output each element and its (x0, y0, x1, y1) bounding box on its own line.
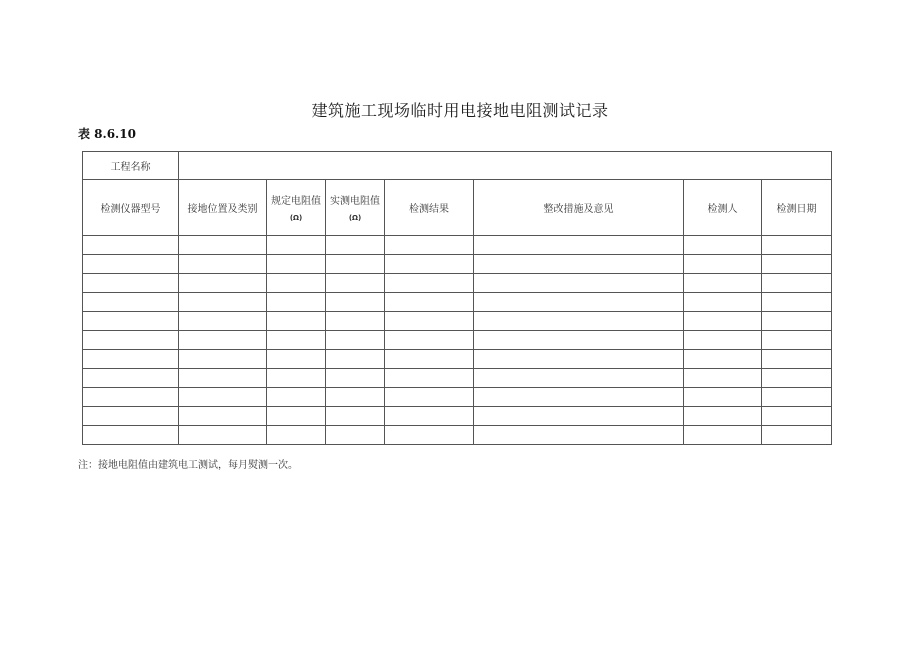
project-name-value[interactable] (179, 152, 832, 180)
cell-location[interactable] (179, 426, 267, 445)
table-row (83, 350, 832, 369)
cell-instrument[interactable] (83, 350, 179, 369)
footnote: 注：接地电阻值由建筑电工测试，每月熨测一次。 (78, 460, 298, 471)
cell-specified[interactable] (267, 369, 326, 388)
header-inspector: 检测人 (684, 180, 762, 236)
table-row (83, 407, 832, 426)
cell-inspector[interactable] (684, 293, 762, 312)
header-measured-resistance (326, 180, 385, 236)
cell-location[interactable] (179, 236, 267, 255)
cell-result[interactable] (385, 350, 474, 369)
cell-rectification[interactable] (474, 388, 684, 407)
cell-location[interactable] (179, 331, 267, 350)
cell-instrument[interactable] (83, 369, 179, 388)
cell-measured[interactable] (326, 350, 385, 369)
table-row (83, 388, 832, 407)
cell-location[interactable] (179, 293, 267, 312)
table-row (83, 293, 832, 312)
header-specified-label: 规定电阻值 (271, 195, 321, 207)
cell-result[interactable] (385, 274, 474, 293)
table-row (83, 236, 832, 255)
cell-specified[interactable] (267, 388, 326, 407)
cell-specified[interactable] (267, 255, 326, 274)
cell-result[interactable] (385, 255, 474, 274)
cell-specified[interactable] (267, 426, 326, 445)
cell-measured[interactable] (326, 369, 385, 388)
cell-instrument[interactable] (83, 331, 179, 350)
cell-specified[interactable] (267, 293, 326, 312)
cell-specified[interactable] (267, 331, 326, 350)
header-measured-label: 实测电阻值 (330, 195, 380, 207)
cell-rectification[interactable] (474, 293, 684, 312)
cell-date[interactable] (762, 255, 832, 274)
cell-location[interactable] (179, 388, 267, 407)
cell-rectification[interactable] (474, 350, 684, 369)
cell-date[interactable] (762, 236, 832, 255)
project-row (83, 152, 832, 180)
cell-measured[interactable] (326, 426, 385, 445)
table-row (83, 255, 832, 274)
cell-specified[interactable] (267, 312, 326, 331)
header-measured-unit: (Ω) (348, 213, 362, 222)
cell-inspector[interactable] (684, 236, 762, 255)
cell-instrument[interactable] (83, 426, 179, 445)
cell-date[interactable] (762, 312, 832, 331)
cell-rectification[interactable] (474, 236, 684, 255)
cell-inspector[interactable] (684, 255, 762, 274)
table-number: 表 8.6.10 (78, 127, 136, 141)
table-row (83, 312, 832, 331)
cell-specified[interactable] (267, 236, 326, 255)
cell-measured[interactable] (326, 236, 385, 255)
cell-result[interactable] (385, 426, 474, 445)
cell-inspector[interactable] (684, 388, 762, 407)
cell-inspector[interactable] (684, 274, 762, 293)
cell-result[interactable] (385, 312, 474, 331)
cell-result[interactable] (385, 369, 474, 388)
cell-specified[interactable] (267, 407, 326, 426)
cell-inspector[interactable] (684, 369, 762, 388)
cell-rectification[interactable] (474, 407, 684, 426)
cell-measured[interactable] (326, 312, 385, 331)
cell-specified[interactable] (267, 274, 326, 293)
cell-location[interactable] (179, 350, 267, 369)
cell-result[interactable] (385, 293, 474, 312)
cell-date[interactable] (762, 388, 832, 407)
cell-rectification[interactable] (474, 369, 684, 388)
cell-measured[interactable] (326, 388, 385, 407)
cell-date[interactable] (762, 331, 832, 350)
cell-date[interactable] (762, 350, 832, 369)
header-specified-unit: (Ω) (289, 213, 303, 222)
header-instrument: 检测仪器型号 (83, 180, 179, 236)
cell-result[interactable] (385, 407, 474, 426)
cell-result[interactable] (385, 331, 474, 350)
cell-specified[interactable] (267, 350, 326, 369)
cell-inspector[interactable] (684, 350, 762, 369)
cell-instrument[interactable] (83, 274, 179, 293)
cell-date[interactable] (762, 293, 832, 312)
header-rectification: 整改措施及意见 (474, 180, 684, 236)
header-specified-resistance (267, 180, 326, 236)
cell-date[interactable] (762, 407, 832, 426)
cell-inspector[interactable] (684, 426, 762, 445)
cell-measured[interactable] (326, 331, 385, 350)
cell-instrument[interactable] (83, 388, 179, 407)
cell-inspector[interactable] (684, 407, 762, 426)
table-row (83, 331, 832, 350)
cell-measured[interactable] (326, 274, 385, 293)
table-row (83, 426, 832, 445)
document-title: 建筑施工现场临时用电接地电阻测试记录 (311, 101, 609, 120)
table-row (83, 369, 832, 388)
cell-location[interactable] (179, 369, 267, 388)
header-result: 检测结果 (385, 180, 474, 236)
cell-rectification[interactable] (474, 274, 684, 293)
cell-instrument[interactable] (83, 236, 179, 255)
table-row (83, 274, 832, 293)
cell-location[interactable] (179, 407, 267, 426)
cell-date[interactable] (762, 369, 832, 388)
cell-location[interactable] (179, 312, 267, 331)
cell-location[interactable] (179, 274, 267, 293)
cell-inspector[interactable] (684, 331, 762, 350)
cell-rectification[interactable] (474, 312, 684, 331)
cell-instrument[interactable] (83, 312, 179, 331)
cell-rectification[interactable] (474, 255, 684, 274)
cell-result[interactable] (385, 388, 474, 407)
cell-location[interactable] (179, 255, 267, 274)
cell-instrument[interactable] (83, 407, 179, 426)
header-date: 检测日期 (762, 180, 832, 236)
cell-rectification[interactable] (474, 426, 684, 445)
header-location: 接地位置及类别 (179, 180, 267, 236)
cell-instrument[interactable] (83, 293, 179, 312)
cell-result[interactable] (385, 236, 474, 255)
cell-date[interactable] (762, 274, 832, 293)
cell-rectification[interactable] (474, 331, 684, 350)
cell-measured[interactable] (326, 293, 385, 312)
cell-date[interactable] (762, 426, 832, 445)
cell-measured[interactable] (326, 407, 385, 426)
cell-measured[interactable] (326, 255, 385, 274)
header-row (83, 180, 832, 236)
cell-instrument[interactable] (83, 255, 179, 274)
grounding-resistance-table (82, 151, 832, 445)
project-name-label: 工程名称 (83, 152, 179, 180)
cell-inspector[interactable] (684, 312, 762, 331)
